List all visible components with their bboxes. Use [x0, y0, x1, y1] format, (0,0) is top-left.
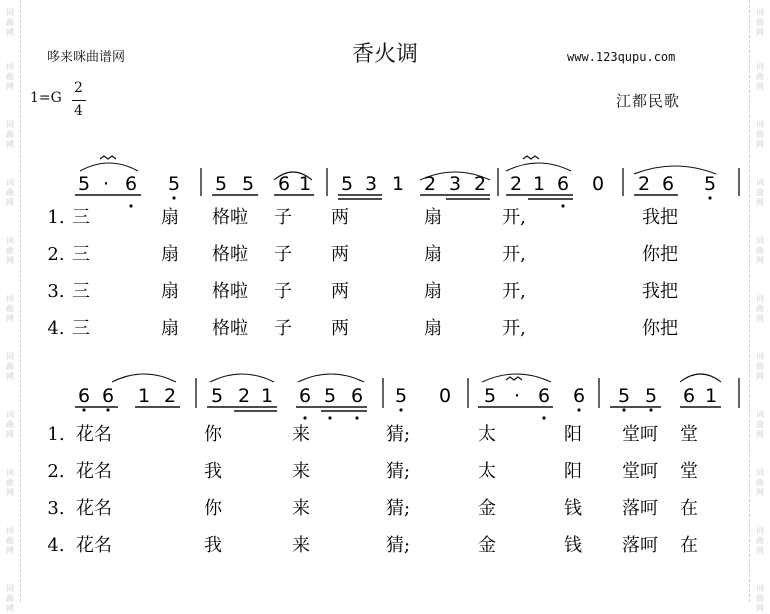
octave-dot-low — [399, 408, 402, 411]
lyric-word: 钱 — [564, 535, 582, 556]
lyric-word: 堂 — [680, 424, 698, 445]
note-digit: 1 — [704, 385, 718, 407]
lyric-word: 来 — [292, 498, 310, 519]
lyric-word: 开, — [502, 244, 526, 265]
slur-arc — [680, 374, 721, 382]
lyric-word: 落呵 — [622, 535, 658, 556]
lyric-word: 我 — [204, 461, 222, 482]
watermark-text: 词 曲 网 — [756, 410, 764, 439]
octave-dot-low — [561, 204, 564, 207]
lyric-word: 你把 — [642, 244, 678, 265]
lyric-word: 子 — [274, 281, 292, 302]
lyric-word: 猜; — [385, 535, 411, 556]
watermark-text: 词 曲 网 — [756, 468, 764, 497]
lyric-word: 三 — [72, 207, 90, 228]
note-digit: 5 — [323, 385, 337, 407]
verse-number: 3. — [47, 498, 65, 519]
note-digit: 3 — [364, 173, 378, 195]
lyric-word: 你 — [204, 498, 222, 519]
watermark-text: 词 曲 网 — [6, 526, 14, 555]
verse-number: 4. — [47, 318, 65, 339]
lyric-word: 三 — [72, 318, 90, 339]
lyric-word: 子 — [274, 244, 292, 265]
verse-number: 1. — [47, 207, 65, 228]
octave-dot-low — [355, 416, 358, 419]
lyric-word: 三 — [72, 244, 90, 265]
watermark-text: 词 曲 网 — [6, 178, 14, 207]
lyric-word: 我 — [204, 535, 222, 556]
lyric-word: 我把 — [642, 207, 678, 228]
note-digit: 5 — [617, 385, 631, 407]
lyric-word: 开, — [502, 318, 526, 339]
lyric-word: 花名 — [76, 498, 112, 519]
lyric-word: 扇 — [424, 318, 442, 339]
time-signature-bottom: 4 — [74, 103, 83, 119]
lyric-word: 来 — [292, 535, 310, 556]
lyric-word: 两 — [331, 207, 349, 228]
lyric-word: 我把 — [642, 281, 678, 302]
note-digit: 6 — [101, 385, 115, 407]
lyric-word: 堂呵 — [622, 424, 658, 445]
note-digit: 1 — [137, 385, 151, 407]
note-digit: 6 — [682, 385, 696, 407]
note-digit: 0 — [591, 173, 605, 195]
note-digit: 6 — [572, 385, 586, 407]
mordent-mark — [506, 377, 522, 380]
octave-dot-low — [172, 196, 175, 199]
mordent-mark — [100, 156, 116, 159]
lyric-word: 子 — [274, 207, 292, 228]
lyric-word: 开, — [502, 207, 526, 228]
octave-dot-low — [622, 408, 625, 411]
watermark-text: 词 曲 网 — [6, 120, 14, 149]
watermark-text: 词 曲 网 — [756, 178, 764, 207]
verse-number: 4. — [47, 535, 65, 556]
note-digit: 5 — [77, 173, 91, 195]
lyric-word: 猜; — [385, 498, 411, 519]
octave-dot-low — [577, 408, 580, 411]
lyric-word: 扇 — [424, 244, 442, 265]
watermark-text: 词 曲 网 — [756, 352, 764, 381]
lyric-word: 扇 — [161, 244, 179, 265]
watermark-text: 词 曲 网 — [6, 410, 14, 439]
lyric-word: 堂 — [680, 461, 698, 482]
note-digit: 6 — [537, 385, 551, 407]
watermark-text: 词 曲 网 — [756, 584, 764, 613]
lyric-word: 阳 — [564, 424, 582, 445]
lyric-word: 三 — [72, 281, 90, 302]
note-digit: 2 — [637, 173, 651, 195]
lyric-word: 格啦 — [212, 318, 248, 339]
watermark-text: 词 曲 网 — [756, 120, 764, 149]
verse-number: 1. — [47, 424, 65, 445]
note-digit: 6 — [77, 385, 91, 407]
lyric-word: 格啦 — [212, 281, 248, 302]
watermark-text: 词 曲 网 — [6, 584, 14, 613]
verse-number: 2. — [47, 461, 65, 482]
lyric-word: 花名 — [76, 461, 112, 482]
verse-number: 3. — [47, 281, 65, 302]
octave-dot-low — [82, 408, 85, 411]
octave-dot-low — [303, 416, 306, 419]
watermark-text: 词 曲 网 — [756, 294, 764, 323]
note-digit: 5 — [167, 173, 181, 195]
lyric-word: 金 — [478, 535, 496, 556]
lyric-word: 来 — [292, 461, 310, 482]
watermark-text: 词 曲 网 — [756, 526, 764, 555]
lyric-word: 花名 — [76, 424, 112, 445]
note-digit: 5 — [340, 173, 354, 195]
lyric-word: 太 — [478, 461, 496, 482]
note-digit: 5 — [210, 385, 224, 407]
lyric-word: 格啦 — [212, 207, 248, 228]
time-signature-top: 2 — [74, 80, 83, 96]
note-digit: 5 — [703, 173, 717, 195]
site-url: www.123qupu.com — [567, 50, 676, 64]
note-digit: 1 — [298, 173, 312, 195]
watermark-text: 词 曲 网 — [756, 8, 764, 37]
octave-dot-low — [708, 196, 711, 199]
note-digit: 5 — [241, 173, 255, 195]
watermark-text: 词 曲 网 — [756, 236, 764, 265]
note-digit: 0 — [438, 385, 452, 407]
watermark-text: 词 曲 网 — [6, 8, 14, 37]
watermark-text: 词 曲 网 — [6, 352, 14, 381]
lyric-word: 扇 — [424, 281, 442, 302]
lyric-word: 两 — [331, 244, 349, 265]
note-digit: · — [513, 385, 521, 407]
song-origin: 江都民歌 — [616, 92, 681, 110]
note-digit: 2 — [509, 173, 523, 195]
note-digit: 6 — [661, 173, 675, 195]
slur-arc — [112, 374, 176, 382]
lyric-word: 金 — [478, 498, 496, 519]
octave-dot-low — [129, 204, 132, 207]
note-digit: 6 — [277, 173, 291, 195]
lyric-word: 两 — [331, 318, 349, 339]
lyric-word: 扇 — [161, 281, 179, 302]
verse-number: 2. — [47, 244, 65, 265]
lyric-word: 钱 — [564, 498, 582, 519]
lyric-word: 扇 — [161, 318, 179, 339]
slur-arc — [506, 163, 571, 171]
song-title: 香火调 — [351, 42, 418, 67]
watermark-text: 词 曲 网 — [756, 62, 764, 91]
note-digit: 6 — [556, 173, 570, 195]
watermark-text: 词 曲 网 — [6, 294, 14, 323]
note-digit: 2 — [237, 385, 251, 407]
slur-arc — [80, 163, 138, 171]
lyric-word: 花名 — [76, 535, 112, 556]
lyric-word: 堂呵 — [622, 461, 658, 482]
note-digit: · — [102, 173, 110, 195]
note-digit: 2 — [423, 173, 437, 195]
note-digit: 6 — [350, 385, 364, 407]
lyric-word: 阳 — [564, 461, 582, 482]
note-digit: 1 — [532, 173, 546, 195]
octave-dot-low — [542, 416, 545, 419]
note-digit: 2 — [163, 385, 177, 407]
site-name-left: 哆来咪曲谱网 — [47, 50, 126, 65]
lyric-word: 扇 — [424, 207, 442, 228]
note-digit: 2 — [473, 173, 487, 195]
key-signature: 1=G — [30, 90, 62, 106]
note-digit: 5 — [644, 385, 658, 407]
octave-dot-low — [106, 408, 109, 411]
lyric-word: 太 — [478, 424, 496, 445]
slur-arc — [210, 374, 274, 382]
note-digit: 5 — [483, 385, 497, 407]
lyric-word: 你 — [204, 424, 222, 445]
note-digit: 5 — [394, 385, 408, 407]
lyric-word: 格啦 — [212, 244, 248, 265]
lyric-word: 开, — [502, 281, 526, 302]
lyric-word: 在 — [680, 535, 698, 556]
lyric-word: 子 — [274, 318, 292, 339]
note-digit: 6 — [124, 173, 138, 195]
mordent-mark — [523, 156, 539, 159]
lyric-word: 扇 — [161, 207, 179, 228]
lyric-word: 你把 — [642, 318, 678, 339]
watermark-text: 词 曲 网 — [6, 468, 14, 497]
lyric-word: 在 — [680, 498, 698, 519]
note-digit: 1 — [391, 173, 405, 195]
note-digit: 6 — [298, 385, 312, 407]
lyric-word: 两 — [331, 281, 349, 302]
watermark-text: 词 曲 网 — [6, 62, 14, 91]
slur-arc — [298, 374, 364, 382]
lyric-word: 猜; — [385, 461, 411, 482]
lyric-word: 来 — [292, 424, 310, 445]
octave-dot-low — [328, 416, 331, 419]
lyric-word: 落呵 — [622, 498, 658, 519]
note-digit: 3 — [448, 173, 462, 195]
octave-dot-low — [649, 408, 652, 411]
note-digit: 1 — [260, 385, 274, 407]
note-digit: 5 — [214, 173, 228, 195]
lyric-word: 猜; — [385, 424, 411, 445]
watermark-text: 词 曲 网 — [6, 236, 14, 265]
